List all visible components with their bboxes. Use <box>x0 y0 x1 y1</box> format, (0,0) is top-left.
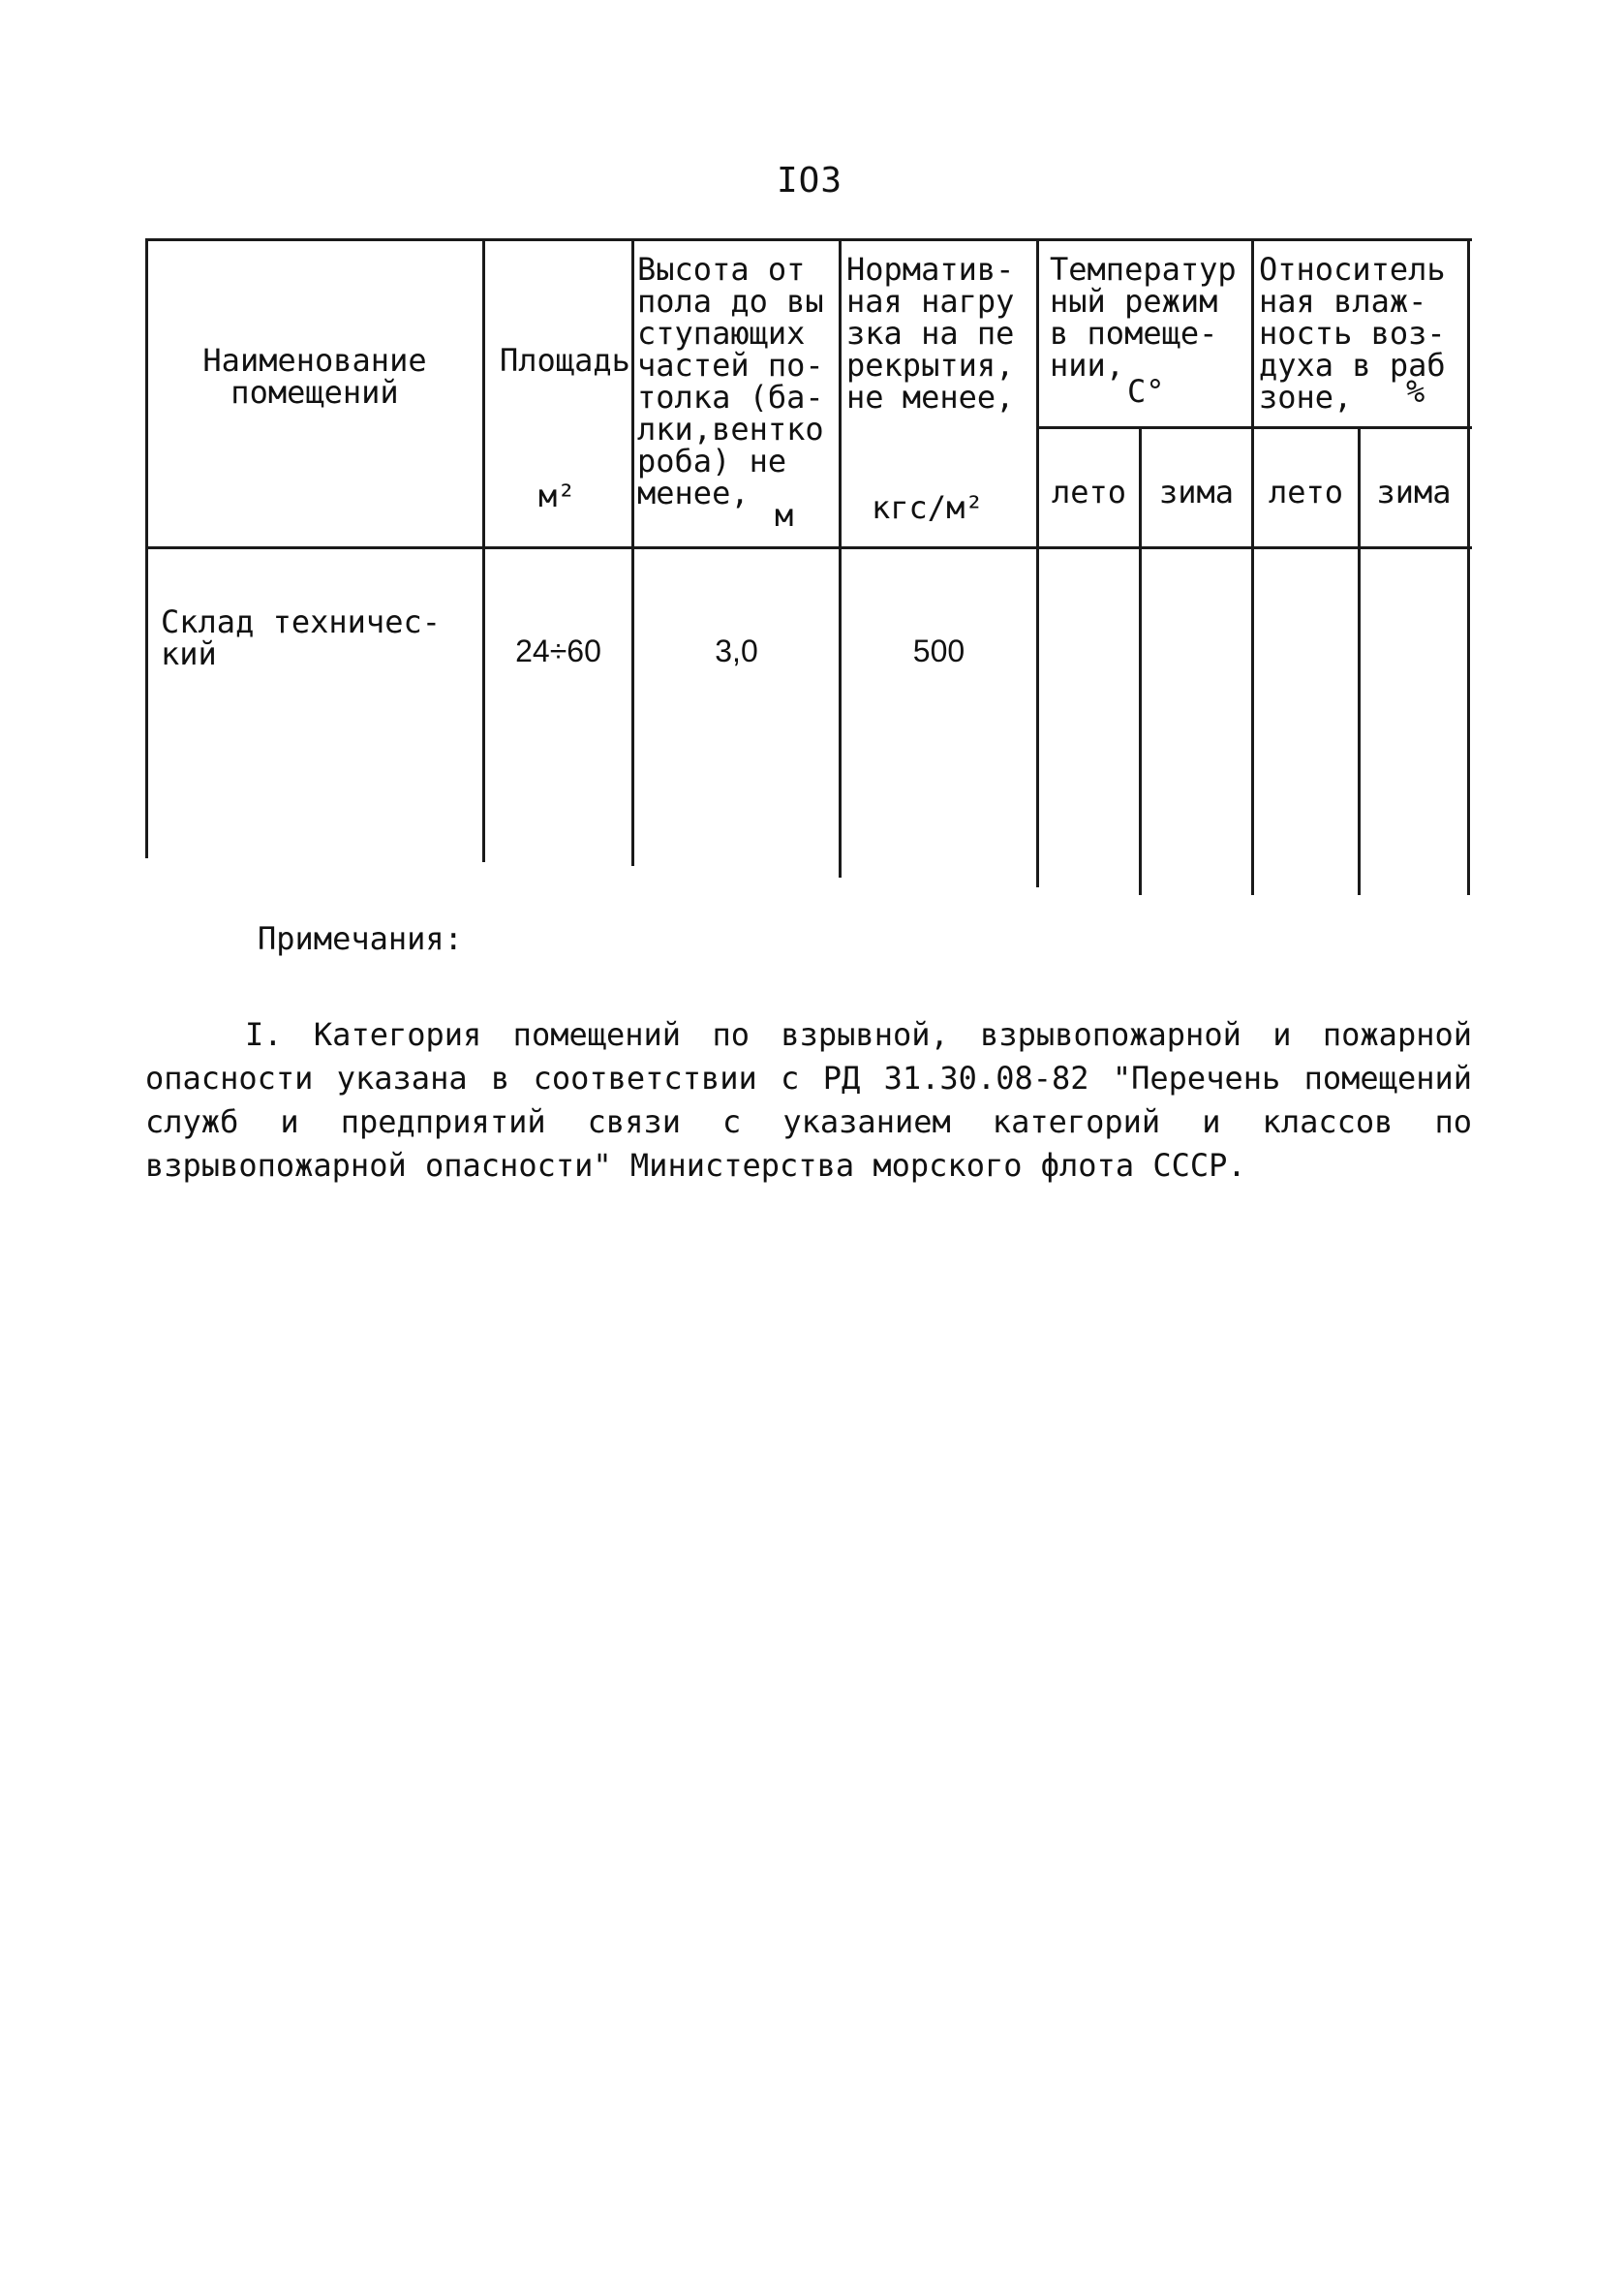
column-divider <box>1251 238 1254 895</box>
row-name: Склад техничес- кий <box>161 603 441 672</box>
header-load: Норматив- ная нагру зка на пе рекрытия, не менее, <box>846 251 1015 416</box>
header-temperature-unit: С° <box>1127 373 1165 410</box>
header-hum-winter: зима <box>1376 474 1452 510</box>
header-humidity: Относитель ная влаж- ность воз- духа в раб зоне, <box>1259 251 1446 416</box>
row-area: 24÷60 <box>515 634 601 668</box>
column-divider <box>631 238 634 866</box>
header-height: Высота от пола до вы ступающих частей по- толка (ба- лки,вентко роба) не менее, <box>637 251 824 511</box>
header-name: Наименование помещений <box>202 342 427 411</box>
header-temperature: Температур ный режим в помеще- нии, <box>1050 251 1237 384</box>
table-top-border <box>145 238 1472 241</box>
row-load: 500 <box>912 634 965 668</box>
requirements-table <box>0 0 1624 920</box>
subheader-divider <box>1038 426 1472 429</box>
column-divider <box>1036 238 1039 887</box>
header-temp-summer: лето <box>1051 474 1127 510</box>
header-hum-summer: лето <box>1268 474 1344 510</box>
column-divider <box>1467 238 1470 895</box>
header-area-unit: м² <box>538 478 576 514</box>
notes-title: Примечания: <box>258 920 463 957</box>
column-divider <box>482 238 485 862</box>
header-temp-winter: зима <box>1158 474 1235 510</box>
header-load-unit: кгс/м² <box>872 489 984 526</box>
header-bottom-border <box>145 546 1472 549</box>
header-humidity-unit: % <box>1406 373 1425 410</box>
header-area: Площадь <box>500 342 630 379</box>
column-divider <box>145 238 148 858</box>
row-height: 3,0 <box>715 634 758 668</box>
note-item: I. Категория помещений по взрывной, взрывопожарной и пожарной опасности указана в соответствии с РД 31.30.08-82 "Перечень помещений служб и предприятий связи с указанием категорий и классов по взрывопожарной опасности" Министерства морского флота СССР. <box>145 1016 1472 1184</box>
column-divider <box>839 238 842 878</box>
header-height-unit: м <box>775 497 794 534</box>
page-number: IO3 <box>777 161 843 201</box>
